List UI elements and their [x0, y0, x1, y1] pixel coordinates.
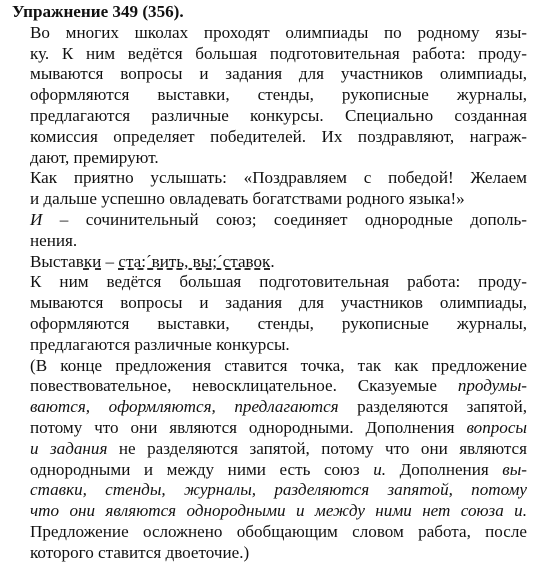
text-line: (В конце предложения ставится точка, так как предложение	[30, 355, 527, 375]
text-line	[8, 480, 527, 501]
text-fragment: разделяются запятой,	[338, 397, 527, 417]
text-fragment: не разделяются запятой, потому что они являются	[107, 438, 528, 458]
text-line: дают, премируют.	[30, 147, 159, 167]
dash: –	[101, 251, 119, 271]
text-line	[8, 460, 527, 481]
text-fragment: Дополнения	[386, 459, 503, 479]
text-fragment: однородными и между ними есть союз	[30, 459, 374, 479]
text-line	[8, 210, 527, 231]
text-line: оформляются выставки, стенды, рукописные журналы,	[30, 313, 527, 333]
text-line	[8, 252, 527, 273]
italic-fragment: что они являются однородными и между ними нет союза и.	[30, 501, 527, 521]
text-line: Как приятно услышать: «Поздравляем с победой! Желаем	[30, 168, 527, 188]
text-line: ку. К ним ведётся большая подготовительная работа: проду-	[30, 43, 527, 63]
text-fragment: повествовательное, невосклицательное. Сказуемые	[30, 376, 458, 396]
text-line: оформляются выставки, стенды, рукописные журналы,	[30, 85, 527, 105]
text-line	[8, 501, 527, 522]
paragraph-quote	[8, 168, 527, 210]
text-line: Во многих школах проходят олимпиады по родному язы-	[30, 22, 527, 42]
word-suffix-marked: ки	[83, 251, 102, 271]
italic-word: И	[30, 209, 43, 229]
text-fragment: потому что они являются однородными. Дополнения	[30, 417, 467, 437]
italic-fragment: и.	[373, 459, 387, 479]
exercise-page	[8, 2, 527, 564]
text-line: К ним ведётся большая подготовительная работа: проду-	[30, 272, 527, 292]
text-line: мываются вопросы и задания для участников олимпиады,	[30, 64, 527, 84]
italic-fragment: продумы-	[457, 376, 527, 396]
text-line: комиссия определяет победителей. Их поздравляют, награж-	[30, 126, 527, 146]
italic-fragment: вопросы	[466, 417, 527, 437]
text-line: предлагаются различные конкурсы. Специально созданная	[30, 105, 527, 125]
word-root: Выстав	[30, 251, 84, 271]
paragraph-main-text	[8, 23, 527, 169]
text-line: и дальше успешно овладевать богатствами родного языка!»	[30, 189, 465, 209]
paragraph-morphemes	[8, 252, 527, 273]
paragraph-sentence-repeat	[8, 272, 527, 355]
text-line	[8, 439, 527, 460]
paragraph-explanation	[8, 356, 527, 564]
italic-fragment: ваются, оформляются, предлагаются	[30, 397, 339, 417]
italic-fragment: и задания	[30, 438, 108, 458]
text-line: нения.	[30, 230, 78, 250]
italic-fragment: ставки, стенды, журналы, разделяются запятой, потому	[30, 480, 527, 500]
italic-fragment: вы-	[502, 459, 527, 479]
text-line: которого ставится двоеточие.)	[30, 542, 250, 562]
text-line: мываются вопросы и задания для участников олимпиады,	[30, 293, 527, 313]
word-analysis: ста:´вить, вы;´ставок	[118, 251, 271, 271]
text-line	[8, 376, 527, 397]
paragraph-conjunction	[8, 210, 527, 252]
period: .	[270, 251, 275, 271]
text-line	[8, 397, 527, 418]
text-line: предлагаются различные конкурсы.	[30, 334, 290, 354]
text-line	[8, 418, 527, 439]
exercise-title: Упражнение 349 (356).	[12, 2, 184, 21]
text-line: Предложение осложнено обобщающим словом работа, после	[30, 521, 527, 541]
text-fragment: – сочинительный союз; соединяет однородные дополь-	[42, 209, 527, 229]
